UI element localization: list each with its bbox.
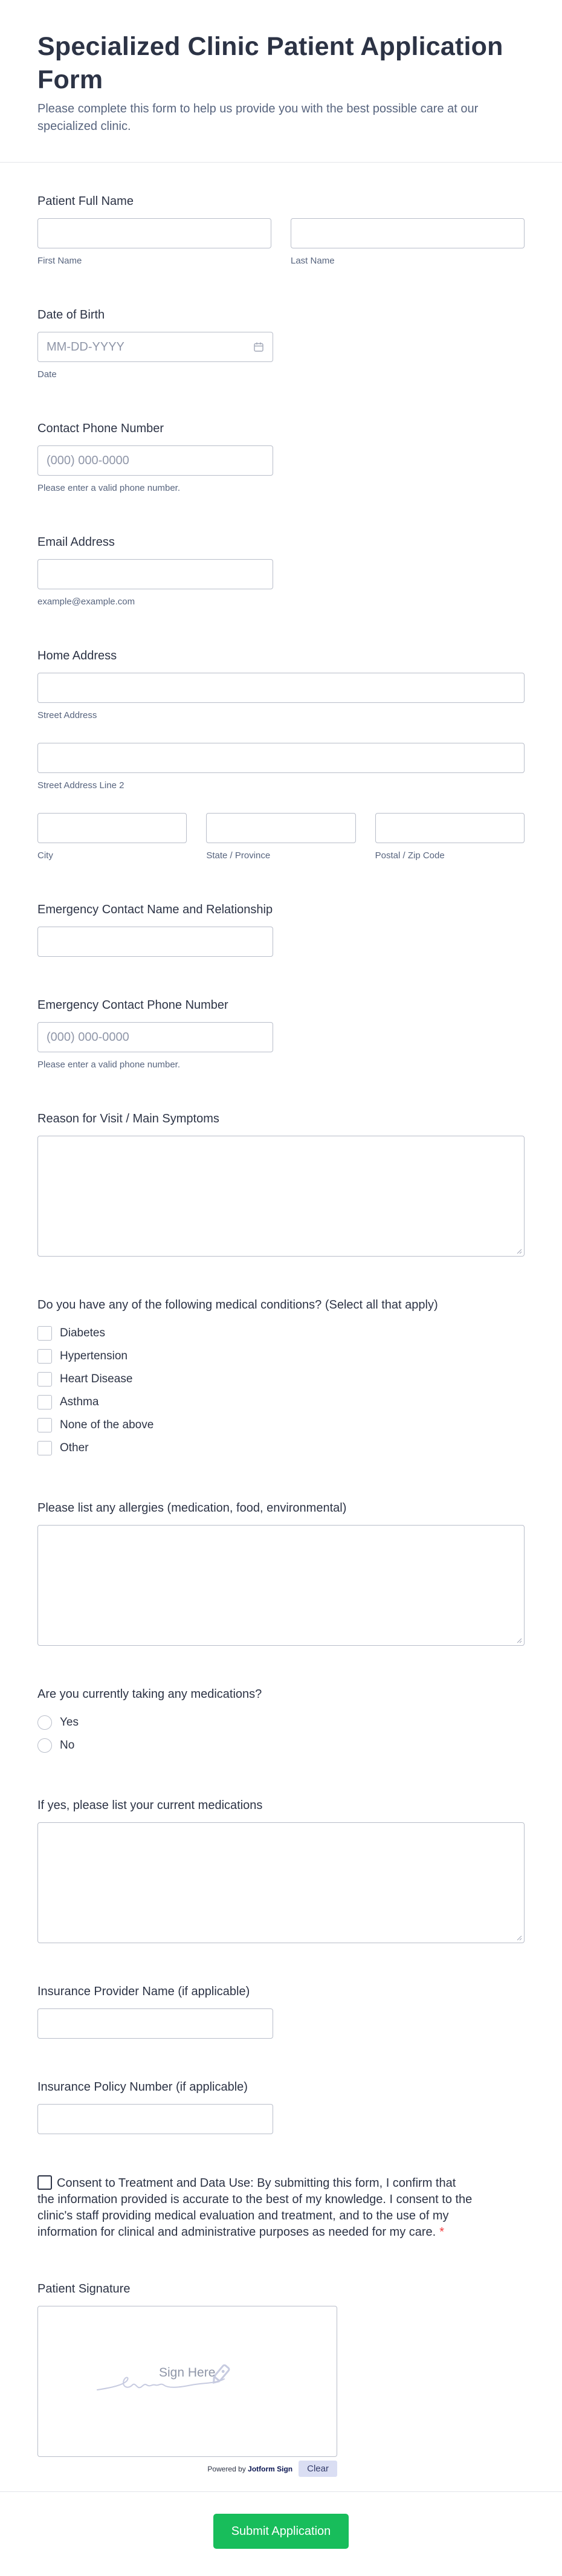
checkbox[interactable]: [37, 1441, 52, 1455]
conditions-label: Do you have any of the following medical conditions? (Select all that apply): [37, 1298, 438, 1312]
medications-list-label: If yes, please list your current medications: [37, 1799, 263, 1812]
calendar-icon[interactable]: [253, 341, 264, 352]
option-label: Diabetes: [60, 1327, 105, 1339]
condition-option[interactable]: [37, 1437, 525, 1460]
powered-by-text: [207, 2465, 292, 2473]
emergency-phone-label: Emergency Contact Phone Number: [37, 998, 228, 1012]
field-reason: [37, 1112, 525, 1257]
submit-button[interactable]: Submit Application: [213, 2514, 349, 2549]
signature-pad[interactable]: [37, 2306, 337, 2457]
condition-option[interactable]: [37, 1414, 525, 1437]
option-label: Hypertension: [60, 1350, 128, 1362]
radio-button[interactable]: [37, 1715, 52, 1730]
field-medications-question: [37, 1687, 525, 1757]
submit-area: [0, 2491, 562, 2576]
emergency-phone-sublabel: Please enter a valid phone number.: [37, 1060, 180, 1070]
form-header: [0, 0, 562, 163]
dob-label: Date of Birth: [37, 308, 105, 322]
resize-handle-icon[interactable]: [516, 1637, 522, 1643]
street-address-sublabel: Street Address: [37, 710, 97, 720]
insurance-provider-label: Insurance Provider Name (if applicable): [37, 1985, 250, 1998]
form-title: Specialized Clinic Patient Application Form: [37, 32, 503, 94]
street-address-line2-input[interactable]: [37, 743, 525, 773]
medications-option-yes[interactable]: [37, 1711, 525, 1734]
field-email: [37, 535, 525, 607]
resize-handle-icon[interactable]: [516, 1935, 522, 1941]
option-label: No: [60, 1739, 75, 1752]
consent-checkbox[interactable]: [37, 2175, 52, 2190]
allergies-textarea[interactable]: [37, 1525, 525, 1646]
full-name-label: Patient Full Name: [37, 195, 134, 208]
first-name-input[interactable]: [37, 218, 271, 248]
option-label: Asthma: [60, 1396, 99, 1408]
signature-placeholder: Sign Here: [159, 2366, 216, 2380]
state-input[interactable]: [206, 813, 355, 843]
street-address-input[interactable]: [37, 673, 525, 703]
phone-input[interactable]: [37, 445, 273, 476]
emergency-name-label: Emergency Contact Name and Relationship: [37, 903, 273, 916]
form-body: [0, 163, 562, 2477]
checkbox[interactable]: [37, 1395, 52, 1409]
condition-option[interactable]: [37, 1391, 525, 1414]
state-sublabel: State / Province: [206, 850, 271, 861]
phone-label: Contact Phone Number: [37, 422, 164, 435]
consent-row[interactable]: [37, 2175, 473, 2241]
street-address-line2-sublabel: Street Address Line 2: [37, 780, 124, 791]
field-address: [37, 649, 525, 861]
checkbox[interactable]: [37, 1418, 52, 1432]
field-conditions: [37, 1298, 525, 1460]
field-full-name: [37, 194, 525, 267]
field-medications-list: [37, 1798, 525, 1943]
medications-question-label: Are you currently taking any medications?: [37, 1688, 262, 1701]
zip-input[interactable]: [375, 813, 525, 843]
reason-textarea[interactable]: [37, 1136, 525, 1257]
checkbox[interactable]: [37, 1349, 52, 1364]
form-subtitle: Please complete this form to help us provide you with the best possible care at our specialized clinic.: [37, 102, 479, 133]
option-label: None of the above: [60, 1419, 154, 1431]
clear-signature-button[interactable]: Clear: [299, 2461, 337, 2477]
address-label: Home Address: [37, 649, 117, 662]
field-signature: [37, 2282, 525, 2477]
phone-placeholder: (000) 000-0000: [47, 453, 129, 467]
field-consent: [37, 2175, 525, 2241]
resize-handle-icon[interactable]: [516, 1248, 522, 1254]
option-label: Yes: [60, 1716, 79, 1729]
emergency-phone-placeholder: (000) 000-0000: [47, 1030, 129, 1044]
consent-text: Consent to Treatment and Data Use: By submitting this form, I confirm that the information provided is accurate to the best of my knowledge. I consent to the clinic's staff providing medical evaluation and treatment, and to the use of my information for clinical and administrative purposes as needed for my care.: [37, 2176, 473, 2239]
last-name-input[interactable]: [291, 218, 525, 248]
field-insurance-provider: [37, 1984, 525, 2039]
reason-label: Reason for Visit / Main Symptoms: [37, 1112, 219, 1125]
first-name-sublabel: First Name: [37, 256, 82, 266]
radio-button[interactable]: [37, 1738, 52, 1753]
last-name-sublabel: Last Name: [291, 256, 335, 266]
emergency-phone-input[interactable]: [37, 1022, 273, 1052]
signature-label: Patient Signature: [37, 2282, 131, 2296]
dob-input[interactable]: [37, 332, 273, 362]
field-dob: [37, 308, 525, 380]
condition-option[interactable]: [37, 1322, 525, 1345]
field-emergency-phone: [37, 998, 525, 1070]
field-emergency-name: [37, 902, 525, 957]
insurance-provider-input[interactable]: [37, 2008, 273, 2039]
option-label: Other: [60, 1442, 89, 1454]
medications-option-no[interactable]: [37, 1734, 525, 1757]
option-label: Heart Disease: [60, 1373, 133, 1385]
allergies-label: Please list any allergies (medication, food, environmental): [37, 1501, 347, 1515]
checkbox[interactable]: [37, 1372, 52, 1387]
zip-sublabel: Postal / Zip Code: [375, 850, 445, 861]
powered-prefix: Powered by: [207, 2464, 246, 2473]
field-insurance-policy: [37, 2080, 525, 2134]
field-allergies: [37, 1501, 525, 1646]
city-input[interactable]: [37, 813, 187, 843]
email-sublabel: example@example.com: [37, 597, 135, 607]
dob-placeholder: MM-DD-YYYY: [47, 340, 124, 354]
emergency-name-input[interactable]: [37, 927, 273, 957]
insurance-policy-input[interactable]: [37, 2104, 273, 2134]
signature-footer: [37, 2461, 337, 2477]
dob-sublabel: Date: [37, 369, 57, 380]
medications-textarea[interactable]: [37, 1822, 525, 1943]
email-input[interactable]: [37, 559, 273, 589]
insurance-policy-label: Insurance Policy Number (if applicable): [37, 2080, 248, 2094]
powered-brand[interactable]: Jotform Sign: [248, 2464, 293, 2473]
checkbox[interactable]: [37, 1326, 52, 1341]
condition-option[interactable]: [37, 1368, 525, 1391]
email-label: Email Address: [37, 536, 115, 549]
city-sublabel: City: [37, 850, 53, 861]
phone-sublabel: Please enter a valid phone number.: [37, 483, 180, 493]
required-asterisk: *: [439, 2225, 445, 2239]
condition-option[interactable]: [37, 1345, 525, 1368]
conditions-options: [37, 1322, 525, 1460]
field-phone: [37, 421, 525, 494]
